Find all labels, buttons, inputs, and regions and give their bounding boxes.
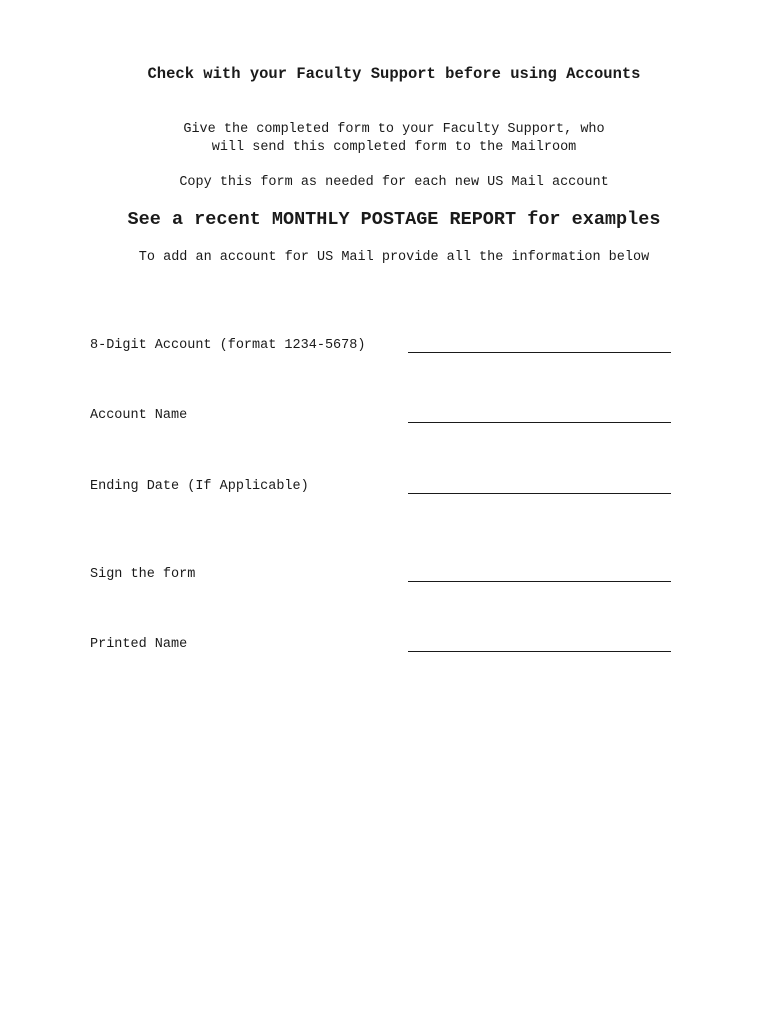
field-label: Ending Date (If Applicable) (90, 479, 309, 494)
field-ending-date (90, 479, 680, 499)
field-label: Account Name (90, 408, 188, 423)
field-printed-name (90, 637, 680, 657)
fill-in-line (408, 422, 671, 423)
field-signature (90, 567, 680, 587)
field-account-number (90, 338, 680, 358)
field-label: Printed Name (90, 637, 188, 652)
fill-in-line (408, 352, 671, 353)
form-heading: Check with your Faculty Support before using Accounts (147, 65, 641, 83)
field-label: Sign the form (90, 567, 196, 582)
copy-note: Copy this form as needed for each new US Mail account (179, 175, 609, 190)
add-account-note: To add an account for US Mail provide all the information below (138, 250, 650, 265)
instructions-line-1: Give the completed form to your Faculty Support, who (183, 122, 605, 137)
field-label: 8-Digit Account (format 1234-5678) (90, 338, 366, 353)
fill-in-line (408, 493, 671, 494)
instructions-line-2: will send this completed form to the Mailroom (211, 139, 577, 155)
fill-in-line (408, 581, 671, 582)
fill-in-line (408, 651, 671, 652)
instructions-text (9, 121, 770, 156)
field-account-name (90, 408, 680, 428)
examples-heading: See a recent MONTHLY POSTAGE REPORT for examples (127, 209, 661, 230)
